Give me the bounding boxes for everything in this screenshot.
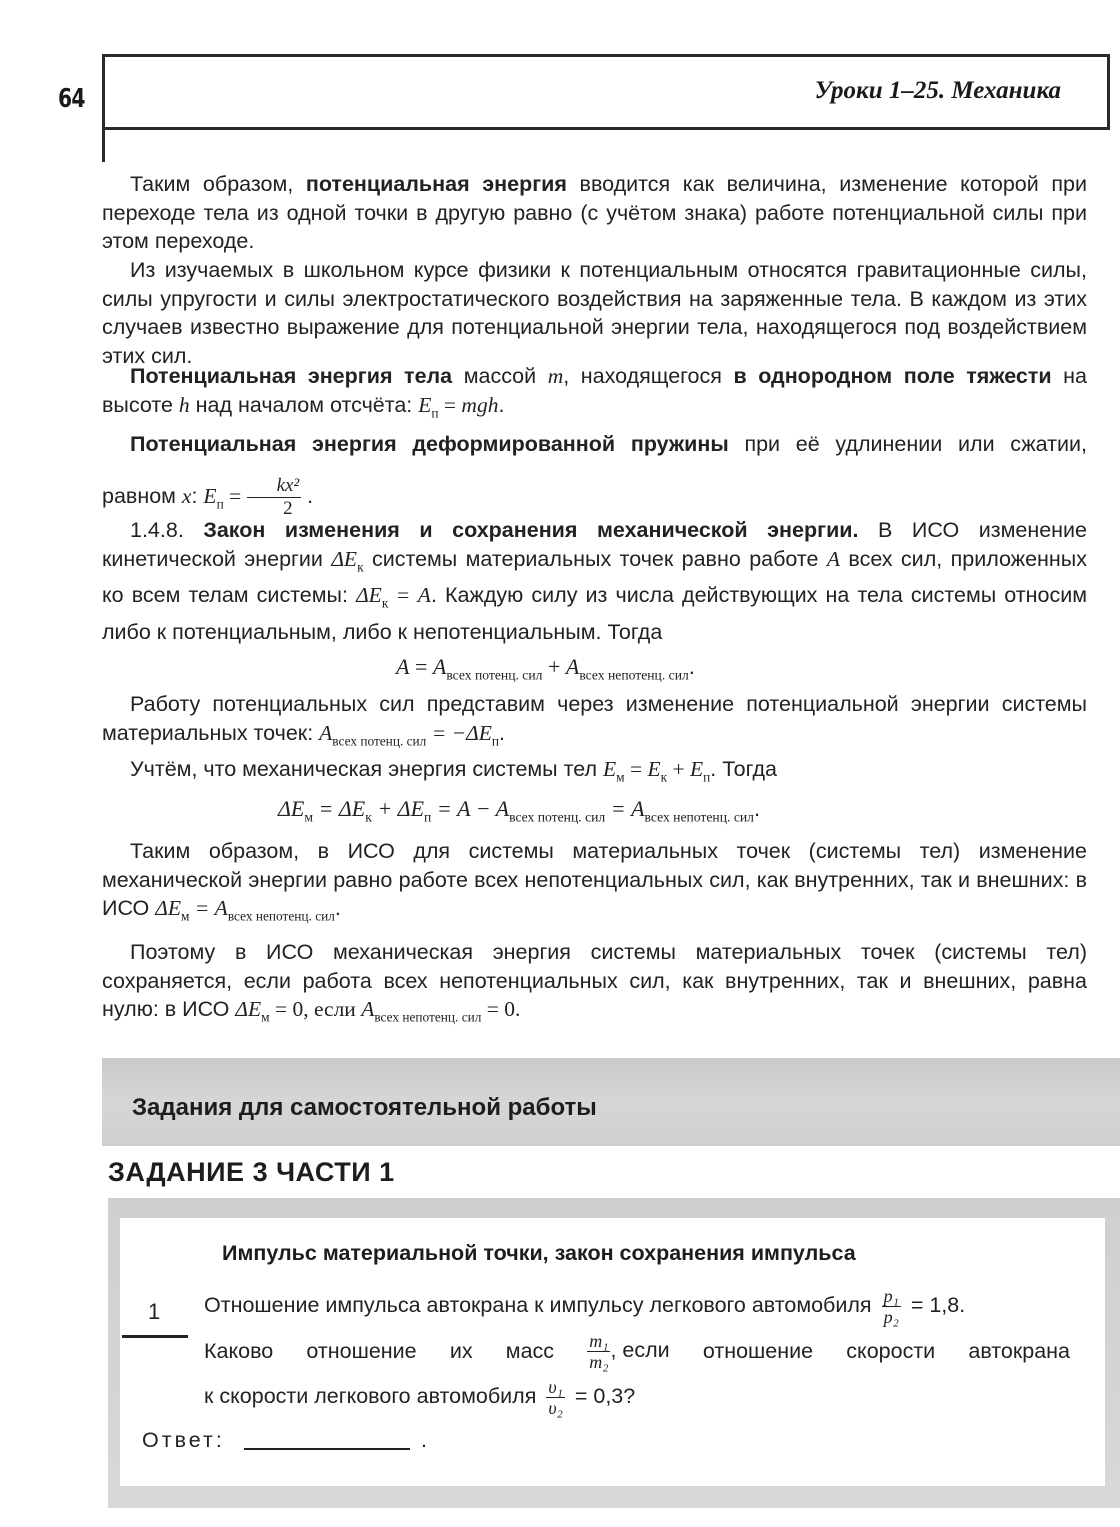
header-rule: [102, 130, 105, 162]
paragraph-potential-work: Работу потенциальных сил представим через изменение потенциальной энергии системы материальных точек: $A_{всех потенц. сил} = -\Delta E_п$.: [102, 692, 1087, 748]
formula-work-split: $A = A_{всех потенц. сил} + A_{всех непотенц. сил}$.: [396, 654, 695, 683]
fraction-v1-v2: $\frac{\text{υ₁}}{\text{υ₂}}$: [548, 1376, 563, 1418]
page-number: 64: [58, 84, 85, 114]
paragraph-spring-energy: Потенциальная энергия деформированной пружины при её удлинении или сжатии, равном x: $E_п$ = $\frac{\text{kx²}}{2}$ .: [102, 432, 1088, 519]
section-title: Уроки 1–25. Механика: [814, 77, 1061, 104]
running-header: [102, 54, 1110, 130]
answer-dot: .: [421, 1428, 427, 1452]
paragraph-mechanical-energy: Учтём, что механическая энергия системы тел $E_м = E_к + E_п$. Тогда: [130, 757, 777, 785]
answer-field[interactable]: [244, 1448, 410, 1450]
part-heading: ЗАДАНИЕ 3 ЧАСТИ 1: [108, 1157, 395, 1187]
paragraph-potential-forces: Из изучаемых в школьном курсе физики к потенциальным относятся гравитационные силы, силы упругости и силы электростатического воздействия на заряженные тела. В каждом из этих случаев известно выражение для потенциальной энергии тела, находящегося под воздействием этих сил.: [102, 258, 1087, 368]
paragraph-energy-change-conclusion: Таким образом, в ИСО для системы материальных точек (системы тел) изменение механической энергии равно работе всех непотенциальных сил, как внутренних, так и внешних: в ИСО $\Delta E_м = A_{всех непотенц. сил}$.: [102, 839, 1087, 924]
topic-heading: Импульс материальной точки, закон сохранения импульса: [222, 1241, 856, 1265]
formula-energy-change: $\Delta E_м = \Delta E_к + \Delta E_п = A - A_{всех потенц. сил} = A_{всех непотенц. сил}$.: [278, 796, 761, 825]
paragraph-energy-law: 1.4.8. Закон изменения и сохранения механической энергии. В ИСО изменение кинетической энергии $\Delta E_к$ системы материальных точек равно работе A всех сил, приложенных ко всем телам системы: $\Delta E_к = A$. Каждую силу из числа действующих на тела системы относим либо к потенциальным, либо к непотенциальным. Тогда: [102, 518, 1088, 645]
task-line-1: Отношение импульса автокрана к импульсу легкового автомобиля $\frac{\text{p₁}}{\text{p₂}}$ = 1,8.: [204, 1285, 966, 1327]
task-number-rule: [122, 1335, 188, 1338]
fraction-m1-m2: $\frac{\text{m₁}}{\text{m₂}}$: [589, 1330, 609, 1372]
task-line-3: к скорости легкового автомобиля $\frac{\text{υ₁}}{\text{υ₂}}$ = 0,3?: [204, 1376, 636, 1418]
paragraph-conservation: Поэтому в ИСО механическая энергия системы материальных точек (системы тел) сохраняется, если работа всех непотенциальных сил, как внутренних, так и внешних, равна нулю: в ИСО $\Delta E_м = 0$, если $A_{всех непотенц. сил} = 0$.: [102, 940, 1087, 1025]
fraction-p1-p2: $\frac{\text{p₁}}{\text{p₂}}$: [883, 1285, 899, 1327]
paragraph-potential-energy-definition: Таким образом, потенциальная энергия вводится как величина, изменение которой при переходе тела из одной точки в другую равно (с учётом знака) работе потенциальной силы при этом переходе.: [102, 172, 1087, 253]
fraction-kx2-over-2: $\frac{\text{kx²}}{2}$: [247, 475, 302, 520]
answer-label: Ответ:: [142, 1428, 225, 1452]
section-heading: Задания для самостоятельной работы: [132, 1094, 597, 1121]
paragraph-gravity-energy: Потенциальная энергия тела массой m, находящегося в однородном поле тяжести на высоте h над началом отсчёта: $E_п$ = mgh.: [102, 364, 1087, 420]
task-line-2: Каково отношение их масс $\frac{\text{m₁}}{\text{m₂}}$ , если отношение скорости автокрана: [204, 1330, 1070, 1372]
task-number: 1: [148, 1299, 161, 1324]
